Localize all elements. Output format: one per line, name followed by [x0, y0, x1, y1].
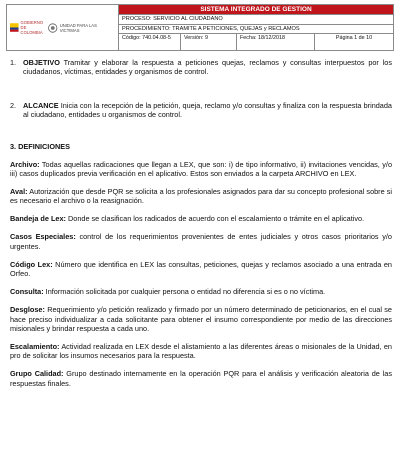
codigo-label: Código: 740.04.08-5 — [119, 34, 181, 50]
definition-text: Actividad realizada en LEX desde el alistamiento a las diferentes áreas o misionales de la Unidad, en pro de solicitar los insumos necesarios para la respuesta. — [10, 342, 392, 361]
definition-item — [10, 160, 392, 179]
definition-term: Aval: — [10, 187, 28, 197]
definition-text: control de los requerimientos provenientes de entes judiciales y otros casos prioritarios y/o urgentes. — [10, 232, 392, 251]
objetivo-number: 1. — [10, 58, 17, 67]
objetivo-heading: OBJETIVO — [23, 58, 60, 67]
logos-cell — [7, 5, 119, 50]
definition-text: Grupo destinado internamente en la operación PQR para el análisis y verificación aleatoria de las respuestas finales. — [10, 369, 392, 388]
unidad-seal-icon — [48, 23, 58, 33]
definition-item — [10, 342, 392, 361]
definition-text: Autorización que desde PQR se solicita a los profesionales asignados para dar su concepto profesional sobre si es necesario el archivo o la reasignación. — [10, 187, 392, 206]
definition-text: Todas aquellas radicaciones que llegan a LEX, que son: i) de tipo informativo, ii) invitaciones vencidas, y/o iii) casos duplicados previa verificación en el aplicativo. Estos son enviados a la carpeta ARCHIVO en LEX. — [10, 159, 392, 179]
alcance-section — [10, 101, 392, 120]
definition-term: Bandeja de Lex: — [10, 214, 66, 224]
document-meta — [119, 5, 393, 50]
definition-term: Escalamiento: — [10, 342, 60, 352]
definition-text: Donde se clasifican los radicados de acuerdo con el escalamiento o trámite en el aplicativo. — [65, 214, 365, 224]
objetivo-section — [10, 58, 392, 77]
definition-item — [10, 305, 392, 333]
objetivo-text: Tramitar y elaborar la respuesta a peticiones quejas, reclamos y consultas interpuestos por los ciudadanos, víctimas, entidades y organismos de control. — [23, 58, 392, 77]
system-title: SISTEMA INTEGRADO DE GESTION — [119, 5, 393, 14]
alcance-number: 2. — [10, 100, 17, 110]
definition-term: Grupo Calidad: — [10, 369, 64, 379]
document-header — [6, 4, 394, 51]
definition-text: Requerimiento y/o petición realizado y firmado por un número determinado de peticionarios, en el cual se hace preciso individualizar a cada solicitante para obtener el insumo correspondiente por medio de las direcciones misionales y brindar respuesta a cada uno. — [10, 305, 392, 334]
definiciones-heading: 3. DEFINICIONES — [10, 141, 71, 151]
unidad-victimas-logo: UNIDAD PARA LAS VICTIMAS — [48, 23, 115, 33]
pagina-label: Página 1 de 10 — [335, 35, 373, 41]
definition-item — [10, 287, 392, 296]
fecha-label: Fecha: 18/12/2018 — [237, 34, 315, 50]
definition-term: Código Lex: — [10, 259, 53, 269]
definition-item — [10, 187, 392, 206]
alcance-text: Inicia con la recepción de la petición, queja, reclamo y/o consultas y finaliza con la respuesta brindada al ciudadano, entidades u organismos de control. — [23, 100, 392, 120]
alcance-heading: ALCANCE — [23, 100, 59, 110]
definition-text: Información solicitada por cualquier persona o entidad no diferencia si es o no víctima. — [43, 287, 326, 297]
definition-term: Casos Especiales: — [10, 232, 76, 242]
definition-item — [10, 214, 392, 223]
colombia-flag-icon — [10, 23, 19, 32]
definition-item — [10, 232, 392, 251]
definition-item — [10, 369, 392, 388]
definition-text: Número que identifica en LEX las consultas, peticiones, quejas y reclamos asociado a una entrada en Orfeo. — [10, 259, 392, 279]
definition-term: Consulta: — [10, 287, 44, 297]
definition-item — [10, 260, 392, 279]
procedimiento-label: PROCEDIMIENTO: TRAMITE A PETICIONES, QUEJAS y RECLAMOS — [119, 24, 393, 34]
proceso-label: PROCESO: SERVICIO AL CIUDADANO — [119, 14, 393, 24]
document-body — [10, 58, 392, 388]
definition-term: Archivo: — [10, 159, 40, 169]
meta-cells-row — [119, 33, 393, 50]
version-label: Versión: 9 — [181, 34, 237, 50]
definition-term: Desglose: — [10, 305, 45, 315]
gobierno-logo: GOBIERNO DE COLOMBIA — [10, 20, 48, 35]
